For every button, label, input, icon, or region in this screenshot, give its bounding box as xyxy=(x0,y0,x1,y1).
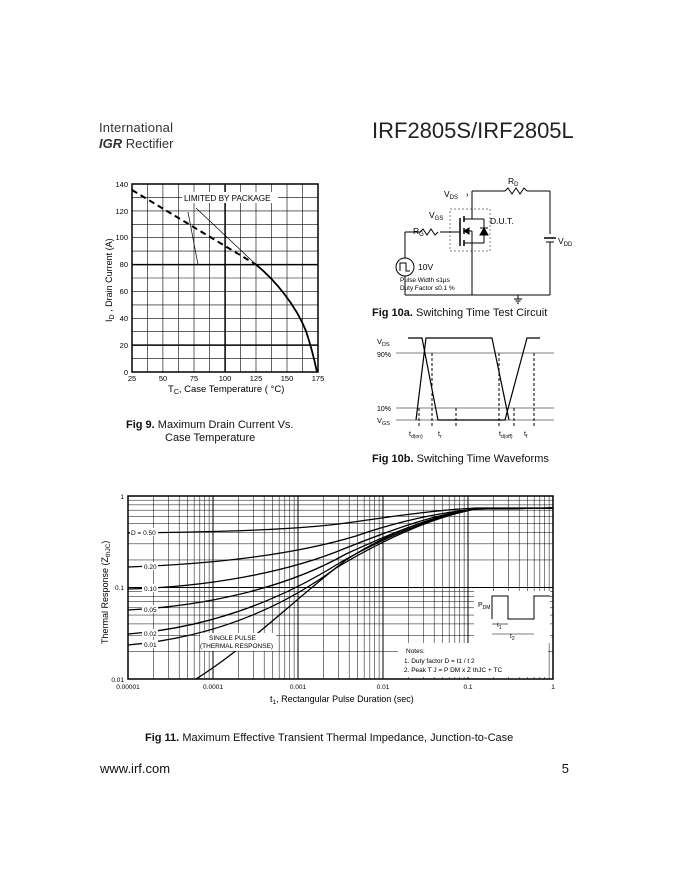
fig9-ytick: 80 xyxy=(119,260,128,269)
fig11-ytick: 0.01 xyxy=(111,677,124,684)
fig9-xtick: 125 xyxy=(249,374,263,383)
fig11-ylabel: Thermal Response $(Z_{thJC})$ xyxy=(100,540,112,644)
curve-d010 xyxy=(128,508,553,589)
dut-label: D.U.T. xyxy=(490,216,514,226)
fig10b-caption: Fig 10b. Switching Time Waveforms xyxy=(372,453,549,465)
fig9-ytick: 40 xyxy=(119,314,128,323)
fig9-ytick: 20 xyxy=(119,341,128,350)
curve-d020 xyxy=(128,508,553,567)
note-1: 1. Duty factor D = t1 / t 2 xyxy=(404,658,475,665)
fig9-xtick: 75 xyxy=(189,374,199,383)
curve-label: 0.02 xyxy=(144,631,157,638)
tdon-label: $t_{d(on)}$ xyxy=(409,431,423,440)
wave-vds-label: $V_{DS}$ xyxy=(377,337,390,348)
fig11-xtick: 0.001 xyxy=(289,684,307,691)
pulse-source xyxy=(396,258,414,276)
source-voltage: 10V xyxy=(418,262,434,272)
wave-10-label: 10% xyxy=(377,406,392,413)
curve-label: 0.20 xyxy=(144,564,157,571)
t2-label: $t_2$ xyxy=(510,633,515,642)
duty-factor-note: Duty Factor ≤0.1 % xyxy=(400,285,455,292)
fig9-xtick: 25 xyxy=(127,374,137,383)
part-number-title: IRF2805S/IRF2805L xyxy=(372,118,574,143)
vdd-label: $V_{DD}$ xyxy=(558,236,573,248)
fig11-ytick: 1 xyxy=(120,494,124,501)
vds-arrow: › xyxy=(466,190,469,199)
fig9-xlabel: $T_C$, Case Temperature ( °C) xyxy=(168,384,285,396)
fig11-chart xyxy=(96,488,566,708)
fig11-caption: Fig 11. Maximum Effective Transient Thermal Impedance, Junction-to-Case xyxy=(145,732,514,744)
fig11-xtick: 0.1 xyxy=(463,684,473,691)
single-pulse-label-2: (THERMAL RESPONSE) xyxy=(200,643,274,650)
fig10a-caption: Fig 10a. Switching Time Test Circuit xyxy=(372,307,548,319)
fig11-xtick: 0.0001 xyxy=(203,684,223,691)
pulse-width-note: Pulse Width ≤1µs xyxy=(400,277,450,284)
fig10a-circuit xyxy=(380,176,580,306)
footer-url: www.irf.com xyxy=(100,761,171,776)
fig11-xtick: 0.00001 xyxy=(116,684,140,691)
wave-90-label: 90% xyxy=(377,352,392,359)
rd-label: $R_D$ xyxy=(508,176,519,188)
pulse-icon xyxy=(400,263,410,271)
brand-name-line1: International xyxy=(99,120,174,135)
vgs-label: $V_{GS}$ xyxy=(429,210,444,222)
vds-label: $V_{DS}$ xyxy=(444,189,459,201)
fig10b-waveforms xyxy=(372,333,572,443)
fig9-ytick: 100 xyxy=(115,233,128,242)
pdm-label: $P_{DM}$ xyxy=(478,602,491,611)
single-pulse-label: SINGLE PULSE xyxy=(209,635,256,642)
fig9-annotation: LIMITED BY PACKAGE xyxy=(184,194,271,203)
tf-label: $t_f$ xyxy=(524,431,528,440)
wave-vgs-label: $V_{GS}$ xyxy=(377,416,390,427)
fig9-ytick: 140 xyxy=(115,180,128,189)
fig9-ytick: 60 xyxy=(119,287,128,296)
curve-label: 0.05 xyxy=(144,607,157,614)
fig9-xtick: 175 xyxy=(311,374,325,383)
fig11-xtick: 1 xyxy=(551,684,555,691)
curve-label: 0.10 xyxy=(144,586,157,593)
note-2: 2. Peak T J = P DM x Z thJC + TC xyxy=(404,667,503,674)
brand-name-line2: Rectifier xyxy=(125,136,174,151)
tr-label: $t_r$ xyxy=(438,431,442,440)
fig11-xtick: 0.01 xyxy=(376,684,390,691)
fig9-chart xyxy=(96,176,336,396)
fig11-xlabel: $t_1$, Rectangular Pulse Duration (sec) xyxy=(270,694,414,706)
curve-d050 xyxy=(128,508,553,533)
fig9-xtick: 100 xyxy=(218,374,232,383)
t1-label: $t_1$ xyxy=(497,622,502,631)
fig9-ylabel: $I_D$ , Drain Current (A) xyxy=(104,238,116,322)
page-number: 5 xyxy=(561,761,569,776)
brand-mark: IGR xyxy=(99,136,123,151)
rg-label: $R_G$ xyxy=(413,226,424,238)
fig9-ytick: 0 xyxy=(123,368,128,377)
curve-label: D = 0.50 xyxy=(131,530,156,537)
rd-resistor xyxy=(505,188,527,194)
tdoff-label: $t_{d(off)}$ xyxy=(499,431,513,440)
fig9-caption: Fig 9. Maximum Drain Current Vs. xyxy=(126,419,294,431)
fig9-ytick: 120 xyxy=(115,207,128,216)
notes-title: Notes: xyxy=(406,648,425,655)
fig9-xtick: 50 xyxy=(158,374,168,383)
fig11-ytick: 0.1 xyxy=(114,585,124,592)
brand-logo xyxy=(99,136,173,151)
fig9-xtick: 150 xyxy=(280,374,294,383)
fig9-caption-line2: Case Temperature xyxy=(165,432,256,444)
curve-label: 0.01 xyxy=(144,642,157,649)
